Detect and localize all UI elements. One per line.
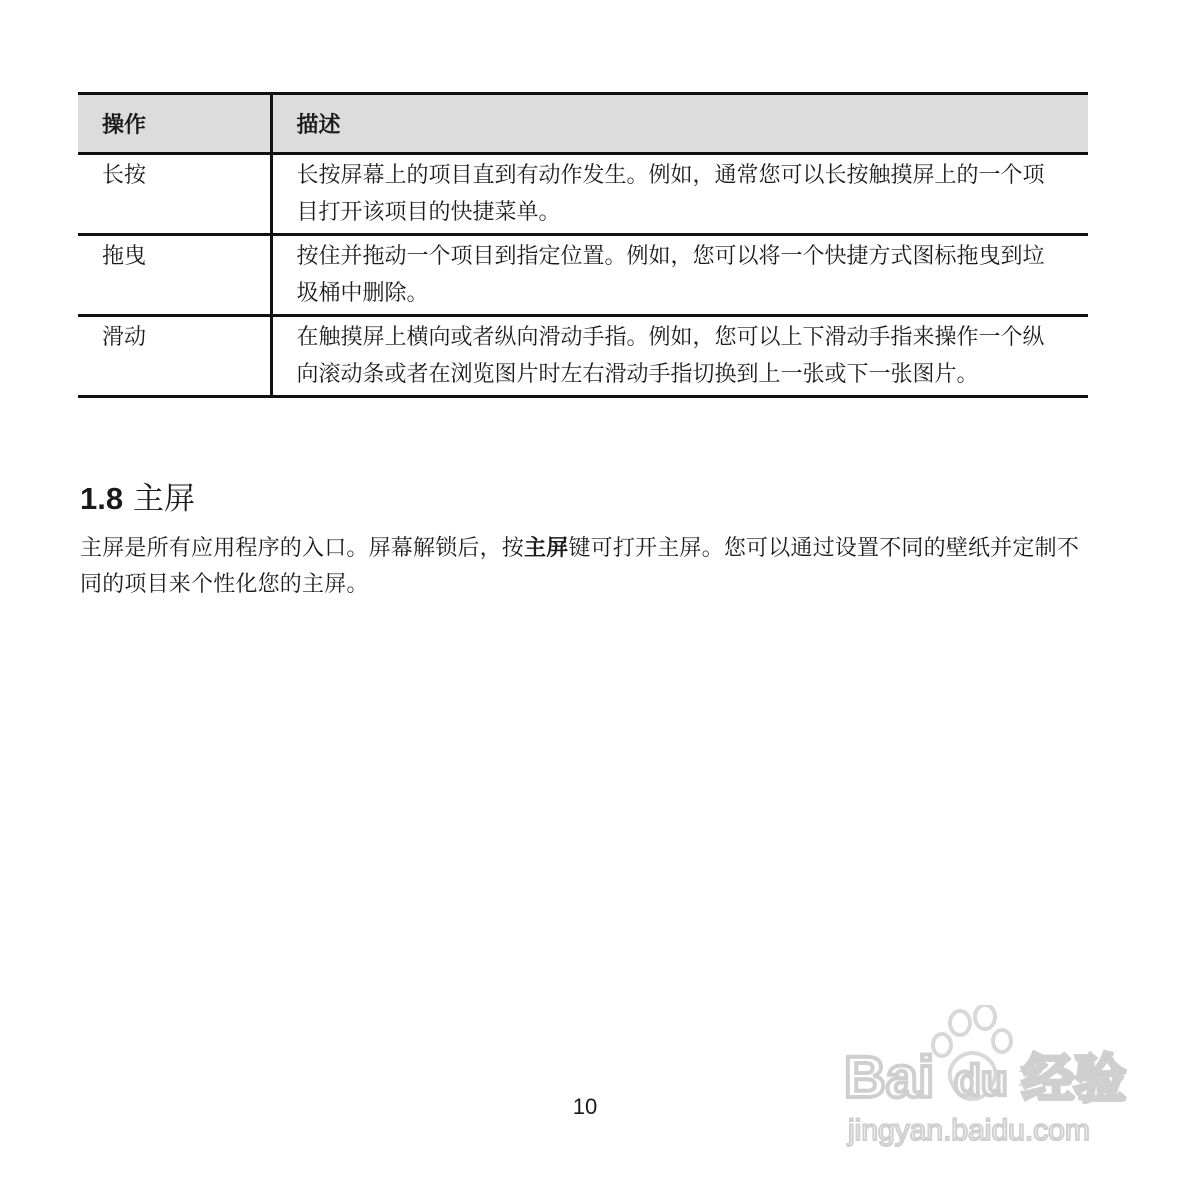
gesture-table xyxy=(78,92,1088,398)
home-key-label: 主屏 xyxy=(524,536,569,561)
paragraph-text-start: 主屏是所有应用程序的入口。屏幕解锁后，按 xyxy=(80,536,525,561)
baidu-jingyan-watermark-logo xyxy=(842,1005,1132,1155)
svg-text:经验: 经验 xyxy=(1022,1051,1127,1109)
table-row xyxy=(78,154,1088,235)
cell-operation: 滑动 xyxy=(78,316,271,397)
cell-description xyxy=(271,316,1088,397)
section-title: 主屏 xyxy=(132,481,195,517)
section-number: 1.8 xyxy=(80,481,124,516)
table-row xyxy=(78,316,1088,397)
table-row xyxy=(78,235,1088,316)
cell-operation: 拖曳 xyxy=(78,235,271,316)
description-text: 长按屏幕上的项目直到有动作发生。例如，通常您可以长按触摸屏上的一个项目打开该项目的快捷菜单。 xyxy=(296,163,1045,225)
description-text: 按住并拖动一个项目到指定位置。例如，您可以将一个快捷方式图标拖曳到垃圾桶中删除。 xyxy=(296,244,1045,306)
cell-operation: 长按 xyxy=(78,154,271,235)
svg-text:Bai: Bai xyxy=(844,1045,935,1110)
header-description: 描述 xyxy=(271,94,1088,154)
cell-description xyxy=(271,235,1088,316)
paragraph-text-end: 键可打开主屏。您可以通过设置不同的壁纸并定制不同的项目来个性化您的主屏。 xyxy=(80,536,1080,597)
cell-description xyxy=(271,154,1088,235)
page-number: 10 xyxy=(572,1094,598,1119)
section-paragraph xyxy=(80,531,1092,603)
table-header xyxy=(78,94,1088,154)
svg-text:du: du xyxy=(954,1056,1008,1105)
header-operation: 操作 xyxy=(78,94,271,154)
section-heading xyxy=(80,476,195,522)
svg-text:jingyan.baidu.com: jingyan.baidu.com xyxy=(848,1114,1090,1147)
description-text: 在触摸屏上横向或者纵向滑动手指。例如，您可以上下滑动手指来操作一个纵向滚动条或者在浏览图片时左右滑动手指切换到上一张或下一张图片。 xyxy=(296,325,1045,387)
